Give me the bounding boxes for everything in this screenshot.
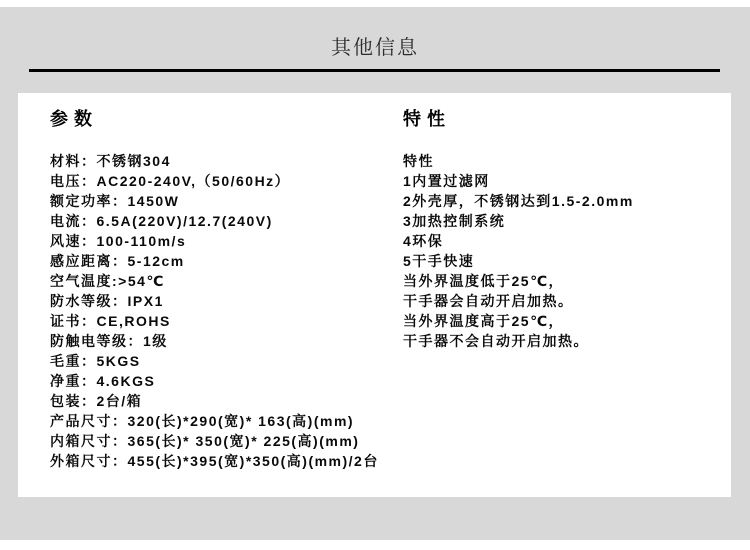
parameter-line-gross-weight: 毛重：5KGS [50, 353, 141, 369]
feature-line-filter: 1内置过滤网 [403, 173, 490, 189]
title-divider [29, 69, 720, 72]
section-background [0, 7, 750, 540]
feature-line-subtitle: 特性 [403, 153, 434, 169]
features-heading: 特性 [403, 109, 451, 129]
section-header [0, 34, 750, 62]
parameter-line-material: 材料：不锈钢304 [50, 153, 171, 169]
feature-line-below-25: 当外界温度低于25℃， [403, 273, 565, 289]
parameter-line-shock-protection-class: 防触电等级：1级 [50, 333, 168, 349]
parameters-section [50, 110, 379, 471]
parameter-line-wind-speed: 风速：100-110m/s [50, 233, 187, 249]
features-section [403, 110, 634, 351]
parameters-heading: 参数 [50, 109, 98, 129]
parameter-line-inner-box-size: 内箱尺寸：365(长)* 350(宽)* 225(高)(mm) [50, 433, 360, 449]
feature-line-above-25: 当外界温度高于25℃， [403, 313, 565, 329]
parameter-line-product-size: 产品尺寸：320(长)*290(宽)* 163(高)(mm) [50, 413, 355, 429]
parameter-line-packing: 包装：2台/箱 [50, 393, 143, 409]
parameter-line-net-weight: 净重：4.6KGS [50, 373, 156, 389]
parameters-list [50, 151, 379, 471]
parameter-line-sensing-distance: 感应距离：5-12cm [50, 253, 185, 269]
feature-line-eco: 4环保 [403, 233, 444, 249]
feature-line-fast-drying: 5干手快速 [403, 253, 475, 269]
parameter-line-air-temperature: 空气温度:>54℃ [50, 273, 165, 289]
parameter-line-waterproof-rating: 防水等级：IPX1 [50, 293, 164, 309]
section-title: 其他信息 [331, 37, 419, 59]
feature-line-shell-thickness: 2外壳厚，不锈钢达到1.5-2.0mm [403, 193, 634, 209]
info-card [18, 93, 731, 497]
parameter-line-outer-box-size: 外箱尺寸：455(长)*395(宽)*350(高)(mm)/2台 [50, 453, 379, 469]
parameter-line-certificates: 证书：CE,ROHS [50, 313, 171, 329]
parameter-line-rated-power: 额定功率：1450W [50, 193, 180, 209]
parameter-line-voltage: 电压：AC220-240V,（50/60Hz） [50, 173, 291, 189]
feature-line-auto-heat-off: 干手器不会自动开启加热。 [403, 333, 589, 349]
feature-line-auto-heat-on: 干手器会自动开启加热。 [403, 293, 574, 309]
features-list [403, 151, 634, 351]
parameter-line-current: 电流：6.5A(220V)/12.7(240V) [50, 213, 273, 229]
feature-line-heating-control: 3加热控制系统 [403, 213, 506, 229]
